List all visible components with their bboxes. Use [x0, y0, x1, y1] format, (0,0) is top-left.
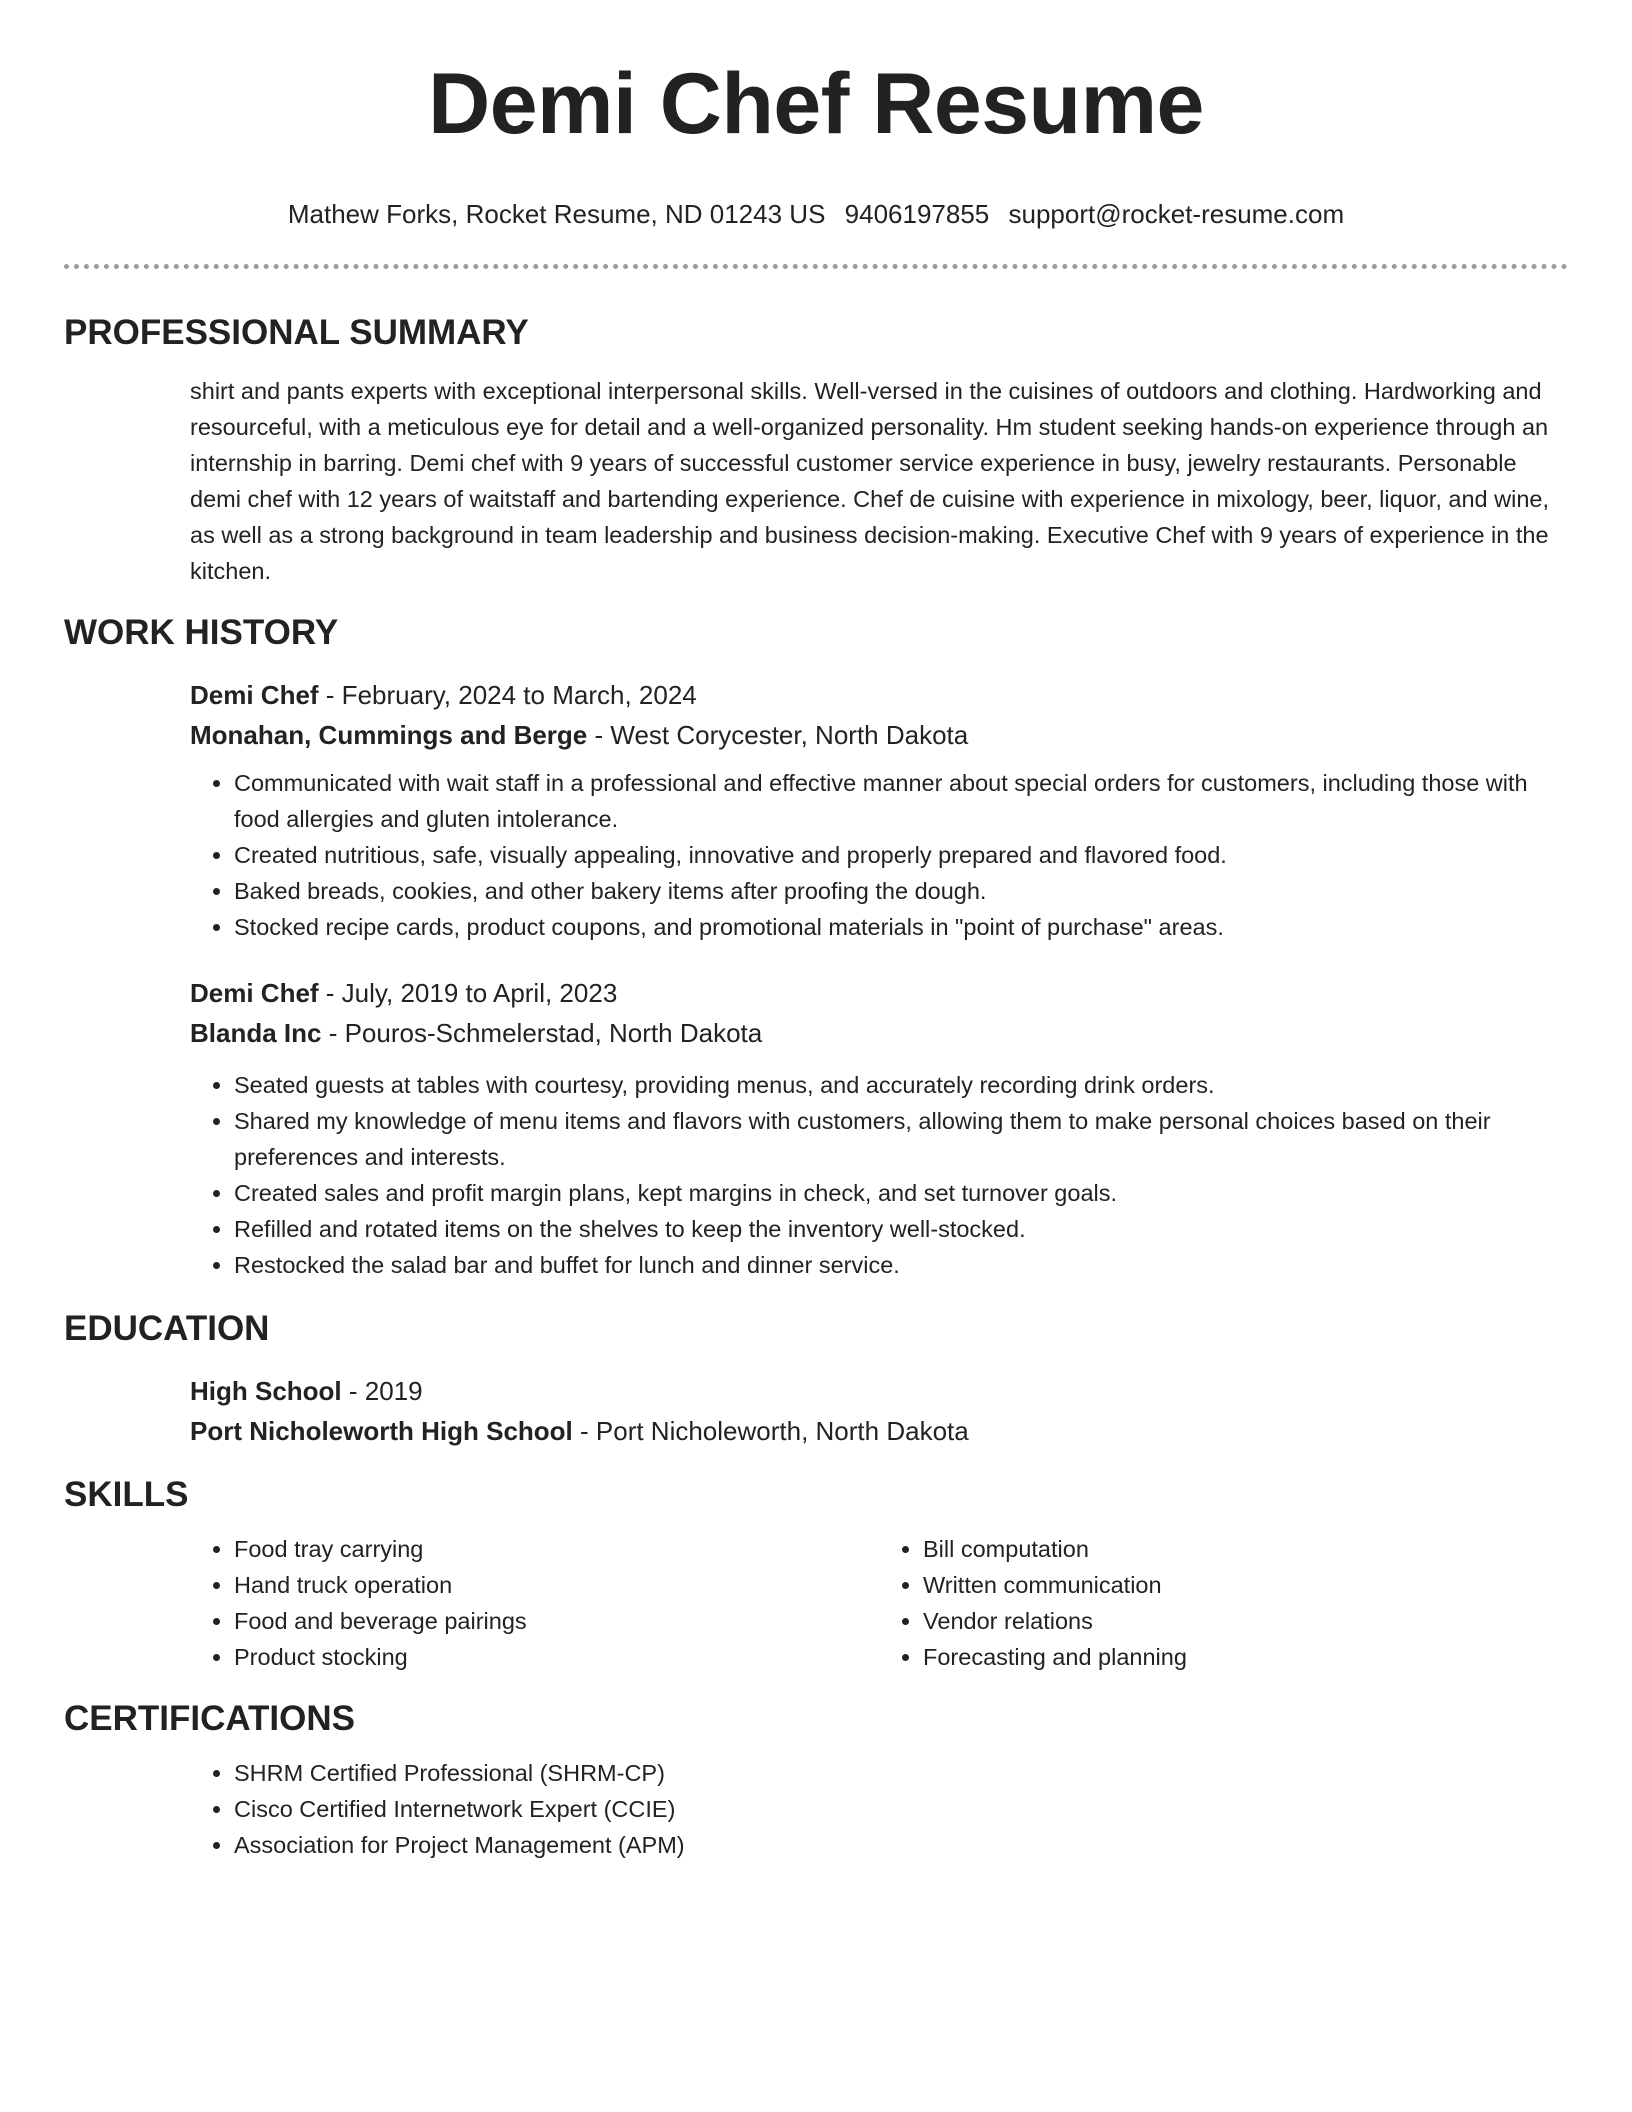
section-heading: EDUCATION: [64, 1309, 270, 1348]
certifications-section: [64, 1697, 1568, 1863]
job-entry: [64, 675, 1568, 945]
education-entry: [64, 1371, 1568, 1451]
job-title-line: [190, 675, 1568, 715]
list-item: • Cisco Certified Internetwork Expert (CCIE): [234, 1791, 1568, 1827]
job-company-line: [190, 715, 1568, 755]
job-location: - West Corycester, North Dakota: [587, 720, 969, 750]
education-school-line: [190, 1411, 1568, 1451]
summary-text: shirt and pants experts with exceptional interpersonal skills. Well-versed in the cuisines of outdoors and clothing. Hardworking and resourceful, with a meticulous eye for detail and a well-organized personality. Hm student seeking hands-on experience through an internship in barring. Demi chef with 9 years of successful customer service experience in busy, jewelry restaurants. Personable demi chef with 12 years of waitstaff and bartending experience. Chef de cuisine with experience in mixology, beer, liquor, and wine, as well as a strong background in team leadership and business decision-making. Executive Chef with 9 years of experience in the kitchen.: [190, 378, 1549, 584]
resume-title: Demi Chef Resume: [428, 56, 1204, 152]
contact-email: support@rocket-resume.com: [1008, 199, 1345, 229]
job-company-line: [190, 1013, 1568, 1053]
education-year: - 2019: [341, 1376, 423, 1406]
contact-address: Mathew Forks, Rocket Resume, ND 01243 US: [287, 199, 826, 229]
list-item: • Forecasting and planning: [923, 1639, 1568, 1675]
list-item: • Hand truck operation: [234, 1567, 879, 1603]
list-item: • Food and beverage pairings: [234, 1603, 879, 1639]
education-section: [64, 1307, 1568, 1451]
work-history-section: [64, 611, 1568, 1283]
job-company: Blanda Inc: [190, 1018, 322, 1048]
certifications-list: [190, 1755, 1568, 1863]
list-item: • SHRM Certified Professional (SHRM-CP): [234, 1755, 1568, 1791]
list-item: • Shared my knowledge of menu items and flavors with customers, allowing them to make personal choices based on their preferences and interests.: [234, 1103, 1568, 1175]
job-dates: - February, 2024 to March, 2024: [318, 680, 697, 710]
list-item: • Stocked recipe cards, product coupons, and promotional materials in "point of purchase" areas.: [234, 909, 1568, 945]
header-divider: [64, 264, 1568, 269]
contact-line: [64, 198, 1568, 230]
job-entry: [64, 973, 1568, 1283]
list-item: • Communicated with wait staff in a professional and effective manner about special orders for customers, including those with food allergies and gluten intolerance.: [234, 765, 1568, 837]
skills-list-right: [879, 1531, 1568, 1675]
list-item: • Refilled and rotated items on the shelves to keep the inventory well-stocked.: [234, 1211, 1568, 1247]
section-heading: WORK HISTORY: [64, 613, 339, 652]
skills-columns: [64, 1531, 1568, 1675]
job-title-line: [190, 973, 1568, 1013]
list-item: • Food tray carrying: [234, 1531, 879, 1567]
list-item: • Association for Project Management (APM): [234, 1827, 1568, 1863]
section-heading: SKILLS: [64, 1475, 189, 1514]
job-duties-list: [190, 1067, 1568, 1283]
job-title: Demi Chef: [190, 680, 319, 710]
education-degree: High School: [190, 1376, 342, 1406]
skills-section: [64, 1473, 1568, 1675]
list-item: • Created nutritious, safe, visually appealing, innovative and properly prepared and flavored food.: [234, 837, 1568, 873]
list-item: • Product stocking: [234, 1639, 879, 1675]
job-company: Monahan, Cummings and Berge: [190, 720, 588, 750]
section-heading: CERTIFICATIONS: [64, 1699, 356, 1738]
list-item: • Bill computation: [923, 1531, 1568, 1567]
list-item: • Written communication: [923, 1567, 1568, 1603]
education-location: - Port Nicholeworth, North Dakota: [572, 1416, 969, 1446]
list-item: • Created sales and profit margin plans, kept margins in check, and set turnover goals.: [234, 1175, 1568, 1211]
education-degree-line: [190, 1371, 1568, 1411]
contact-phone: 9406197855: [844, 199, 990, 229]
education-school: Port Nicholeworth High School: [190, 1416, 573, 1446]
skills-list-left: [190, 1531, 879, 1675]
professional-summary-section: [64, 311, 1568, 589]
job-location: - Pouros-Schmelerstad, North Dakota: [321, 1018, 763, 1048]
job-duties-list: [190, 765, 1568, 945]
job-title: Demi Chef: [190, 978, 319, 1008]
list-item: • Vendor relations: [923, 1603, 1568, 1639]
section-heading: PROFESSIONAL SUMMARY: [64, 313, 529, 352]
job-dates: - July, 2019 to April, 2023: [318, 978, 618, 1008]
list-item: • Restocked the salad bar and buffet for lunch and dinner service.: [234, 1247, 1568, 1283]
list-item: • Baked breads, cookies, and other bakery items after proofing the dough.: [234, 873, 1568, 909]
list-item: • Seated guests at tables with courtesy, providing menus, and accurately recording drink orders.: [234, 1067, 1568, 1103]
